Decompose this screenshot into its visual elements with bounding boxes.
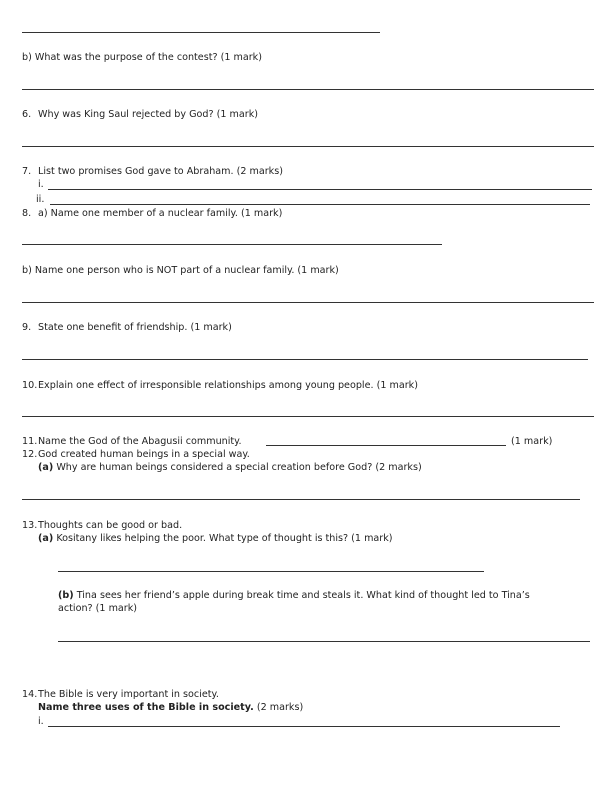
- question-10: [22, 380, 418, 391]
- sub-label: (b): [58, 590, 74, 601]
- answer-line: [22, 32, 380, 33]
- question-text: God created human beings in a special way.: [38, 449, 250, 460]
- marks-label: (2 marks): [256, 702, 304, 713]
- item-label-i: i.: [38, 716, 44, 727]
- question-text: State one benefit of friendship. (1 mark): [38, 322, 232, 333]
- question-text: Explain one effect of irresponsible relationships among young people. (1 mark): [38, 380, 418, 391]
- question-9: [22, 322, 232, 333]
- question-14-sub: [38, 702, 303, 713]
- question-number: 9.: [22, 322, 32, 333]
- question-13b-continued: action? (1 mark): [58, 603, 138, 614]
- question-13b: [58, 590, 530, 601]
- question-text: Why are human beings considered a special creation before God? (2 marks): [56, 462, 422, 473]
- item-label-i: i.: [38, 179, 44, 190]
- answer-line: [22, 146, 594, 147]
- item-label-ii: ii.: [36, 194, 45, 205]
- answer-line: [22, 302, 594, 303]
- question-12: [22, 449, 250, 460]
- answer-line: [22, 359, 588, 360]
- question-text: a) Name one member of a nuclear family. (1 mark): [38, 208, 283, 219]
- answer-line: [50, 204, 590, 205]
- sub-label: (a): [38, 462, 54, 473]
- marks-label: (1 mark): [511, 436, 553, 447]
- question-text: The Bible is very important in society.: [38, 689, 219, 700]
- question-number: 13.: [22, 520, 38, 531]
- question-8a: [22, 208, 282, 219]
- answer-line: [22, 416, 594, 417]
- answer-line: [58, 571, 484, 572]
- question-13: [22, 520, 182, 531]
- question-text: Why was King Saul rejected by God? (1 mark): [38, 109, 259, 120]
- question-text: Tina sees her friend’s apple during break time and steals it. What kind of thought led to Tina’s: [76, 590, 530, 601]
- answer-line: [22, 89, 594, 90]
- question-text: Name the God of the Abagusii community.: [38, 436, 242, 447]
- question-text: Kositany likes helping the poor. What type of thought is this? (1 mark): [56, 533, 393, 544]
- question-number: 6.: [22, 109, 32, 120]
- question-number: 7.: [22, 166, 32, 177]
- answer-line: [266, 445, 506, 446]
- question-number: 11.: [22, 436, 38, 447]
- question-number: 8.: [22, 208, 32, 219]
- bold-instruction: Name three uses of the Bible in society.: [38, 702, 254, 713]
- question-number: 12.: [22, 449, 38, 460]
- question-number: 10.: [22, 380, 38, 391]
- question-12a: [38, 462, 422, 473]
- answer-line: [22, 499, 580, 500]
- question-11: [22, 436, 242, 447]
- answer-line: [58, 641, 590, 642]
- question-13a: [38, 533, 393, 544]
- question-text: Thoughts can be good or bad.: [38, 520, 183, 531]
- question-5b: b) What was the purpose of the contest? (1 mark): [22, 52, 262, 63]
- sub-label: (a): [38, 533, 54, 544]
- question-14: [22, 689, 219, 700]
- question-6: [22, 109, 258, 120]
- answer-line: [48, 726, 560, 727]
- answer-line: [22, 244, 442, 245]
- question-number: 14.: [22, 689, 38, 700]
- answer-line: [48, 189, 592, 190]
- question-text: List two promises God gave to Abraham. (2 marks): [38, 166, 283, 177]
- question-7: [22, 166, 283, 177]
- question-8b: b) Name one person who is NOT part of a nuclear family. (1 mark): [22, 265, 339, 276]
